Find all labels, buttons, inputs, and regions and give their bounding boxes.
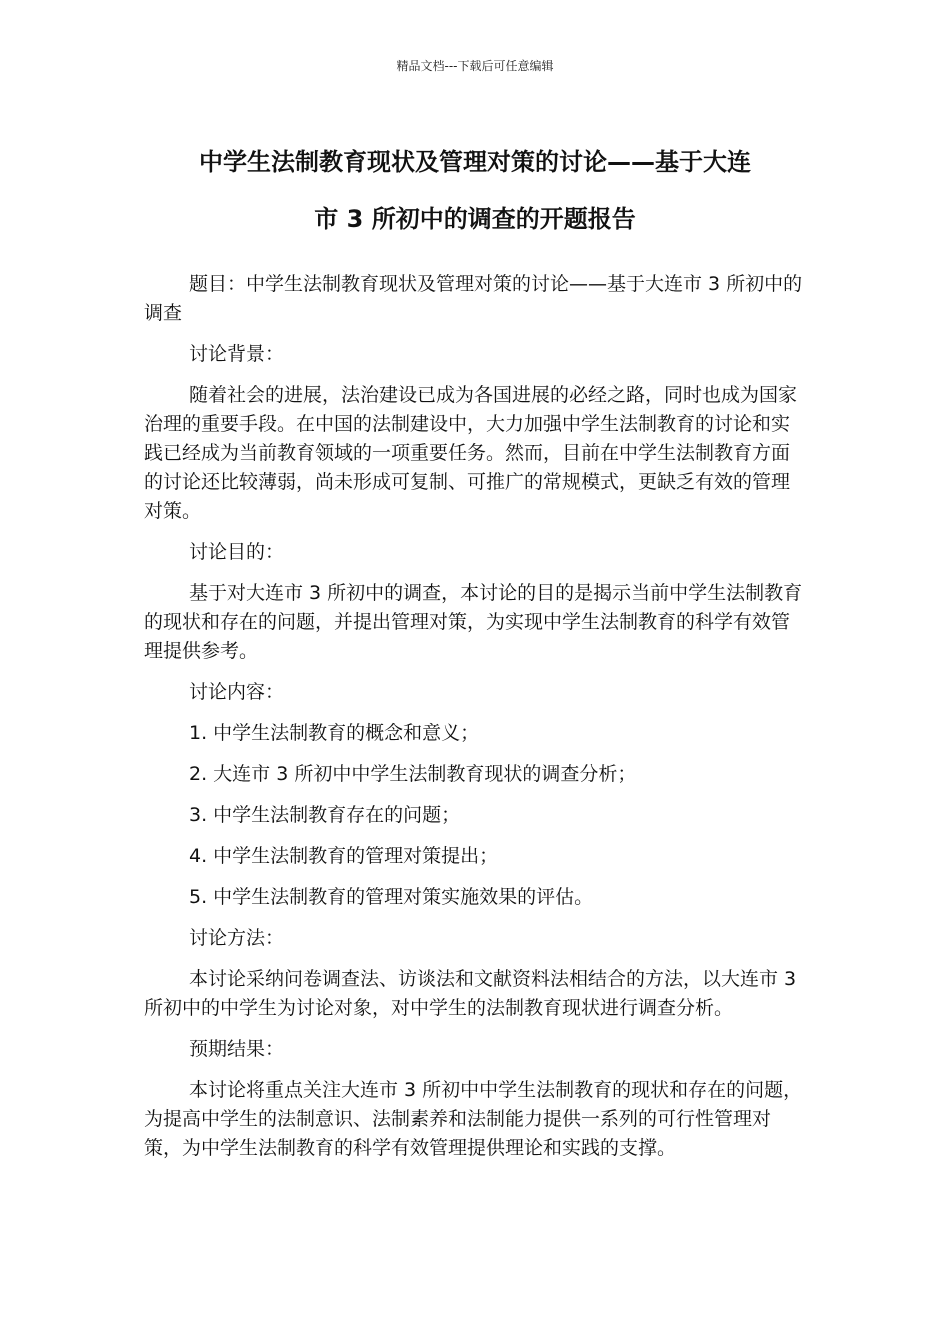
content-item-4: 4. 中学生法制教育的管理对策提出；: [189, 845, 499, 867]
background-paragraph: 随着社会的进展，法治建设已成为各国进展的必经之路，同时也成为国家治理的重要手段。在中国的法制建设中，大力加强中学生法制教育的讨论和实践已经成为当前教育领域的一项重要任务。然而，目前在中学生法制教育方面的讨论还比较薄弱，尚未形成可复制、可推广的常规模式，更缺乏有效的管理对策。: [144, 384, 798, 522]
content-item-5: 5. 中学生法制教育的管理对策实施效果的评估。: [189, 886, 594, 908]
document-title: [130, 134, 820, 248]
topic-paragraph: 题目：中学生法制教育现状及管理对策的讨论——基于大连市 3 所初中的调查: [144, 273, 803, 324]
header-note: 精品文档---下载后可任意编辑: [396, 59, 554, 73]
method-paragraph: 本讨论采纳问卷调查法、访谈法和文献资料法相结合的方法，以大连市 3 所初中的中学生为讨论对象，对中学生的法制教育现状进行调查分析。: [144, 968, 797, 1019]
purpose-paragraph: 基于对大连市 3 所初中的调查，本讨论的目的是揭示当前中学生法制教育的现状和存在的问题，并提出管理对策，为实现中学生法制教育的科学有效管理提供参考。: [144, 582, 803, 662]
document-body: [144, 270, 808, 1175]
content-item-2: 2. 大连市 3 所初中中学生法制教育现状的调查分析；: [189, 763, 637, 785]
title-line-1: 中学生法制教育现状及管理对策的讨论——基于大连: [199, 148, 751, 176]
expected-paragraph: 本讨论将重点关注大连市 3 所初中中学生法制教育的现状和存在的问题，为提高中学生的法制意识、法制素养和法制能力提供一系列的可行性管理对策，为中学生法制教育的科学有效管理提供理论和实践的支撑。: [144, 1079, 803, 1159]
title-line-2: 市 3 所初中的调查的开题报告: [314, 205, 636, 233]
content-label: 讨论内容：: [189, 681, 285, 703]
background-label: 讨论背景：: [189, 343, 285, 365]
method-label: 讨论方法：: [189, 927, 285, 949]
content-item-1: 1. 中学生法制教育的概念和意义；: [189, 722, 480, 744]
content-item-3: 3. 中学生法制教育存在的问题；: [189, 804, 461, 826]
expected-label: 预期结果：: [189, 1038, 285, 1060]
purpose-label: 讨论目的：: [189, 541, 285, 563]
